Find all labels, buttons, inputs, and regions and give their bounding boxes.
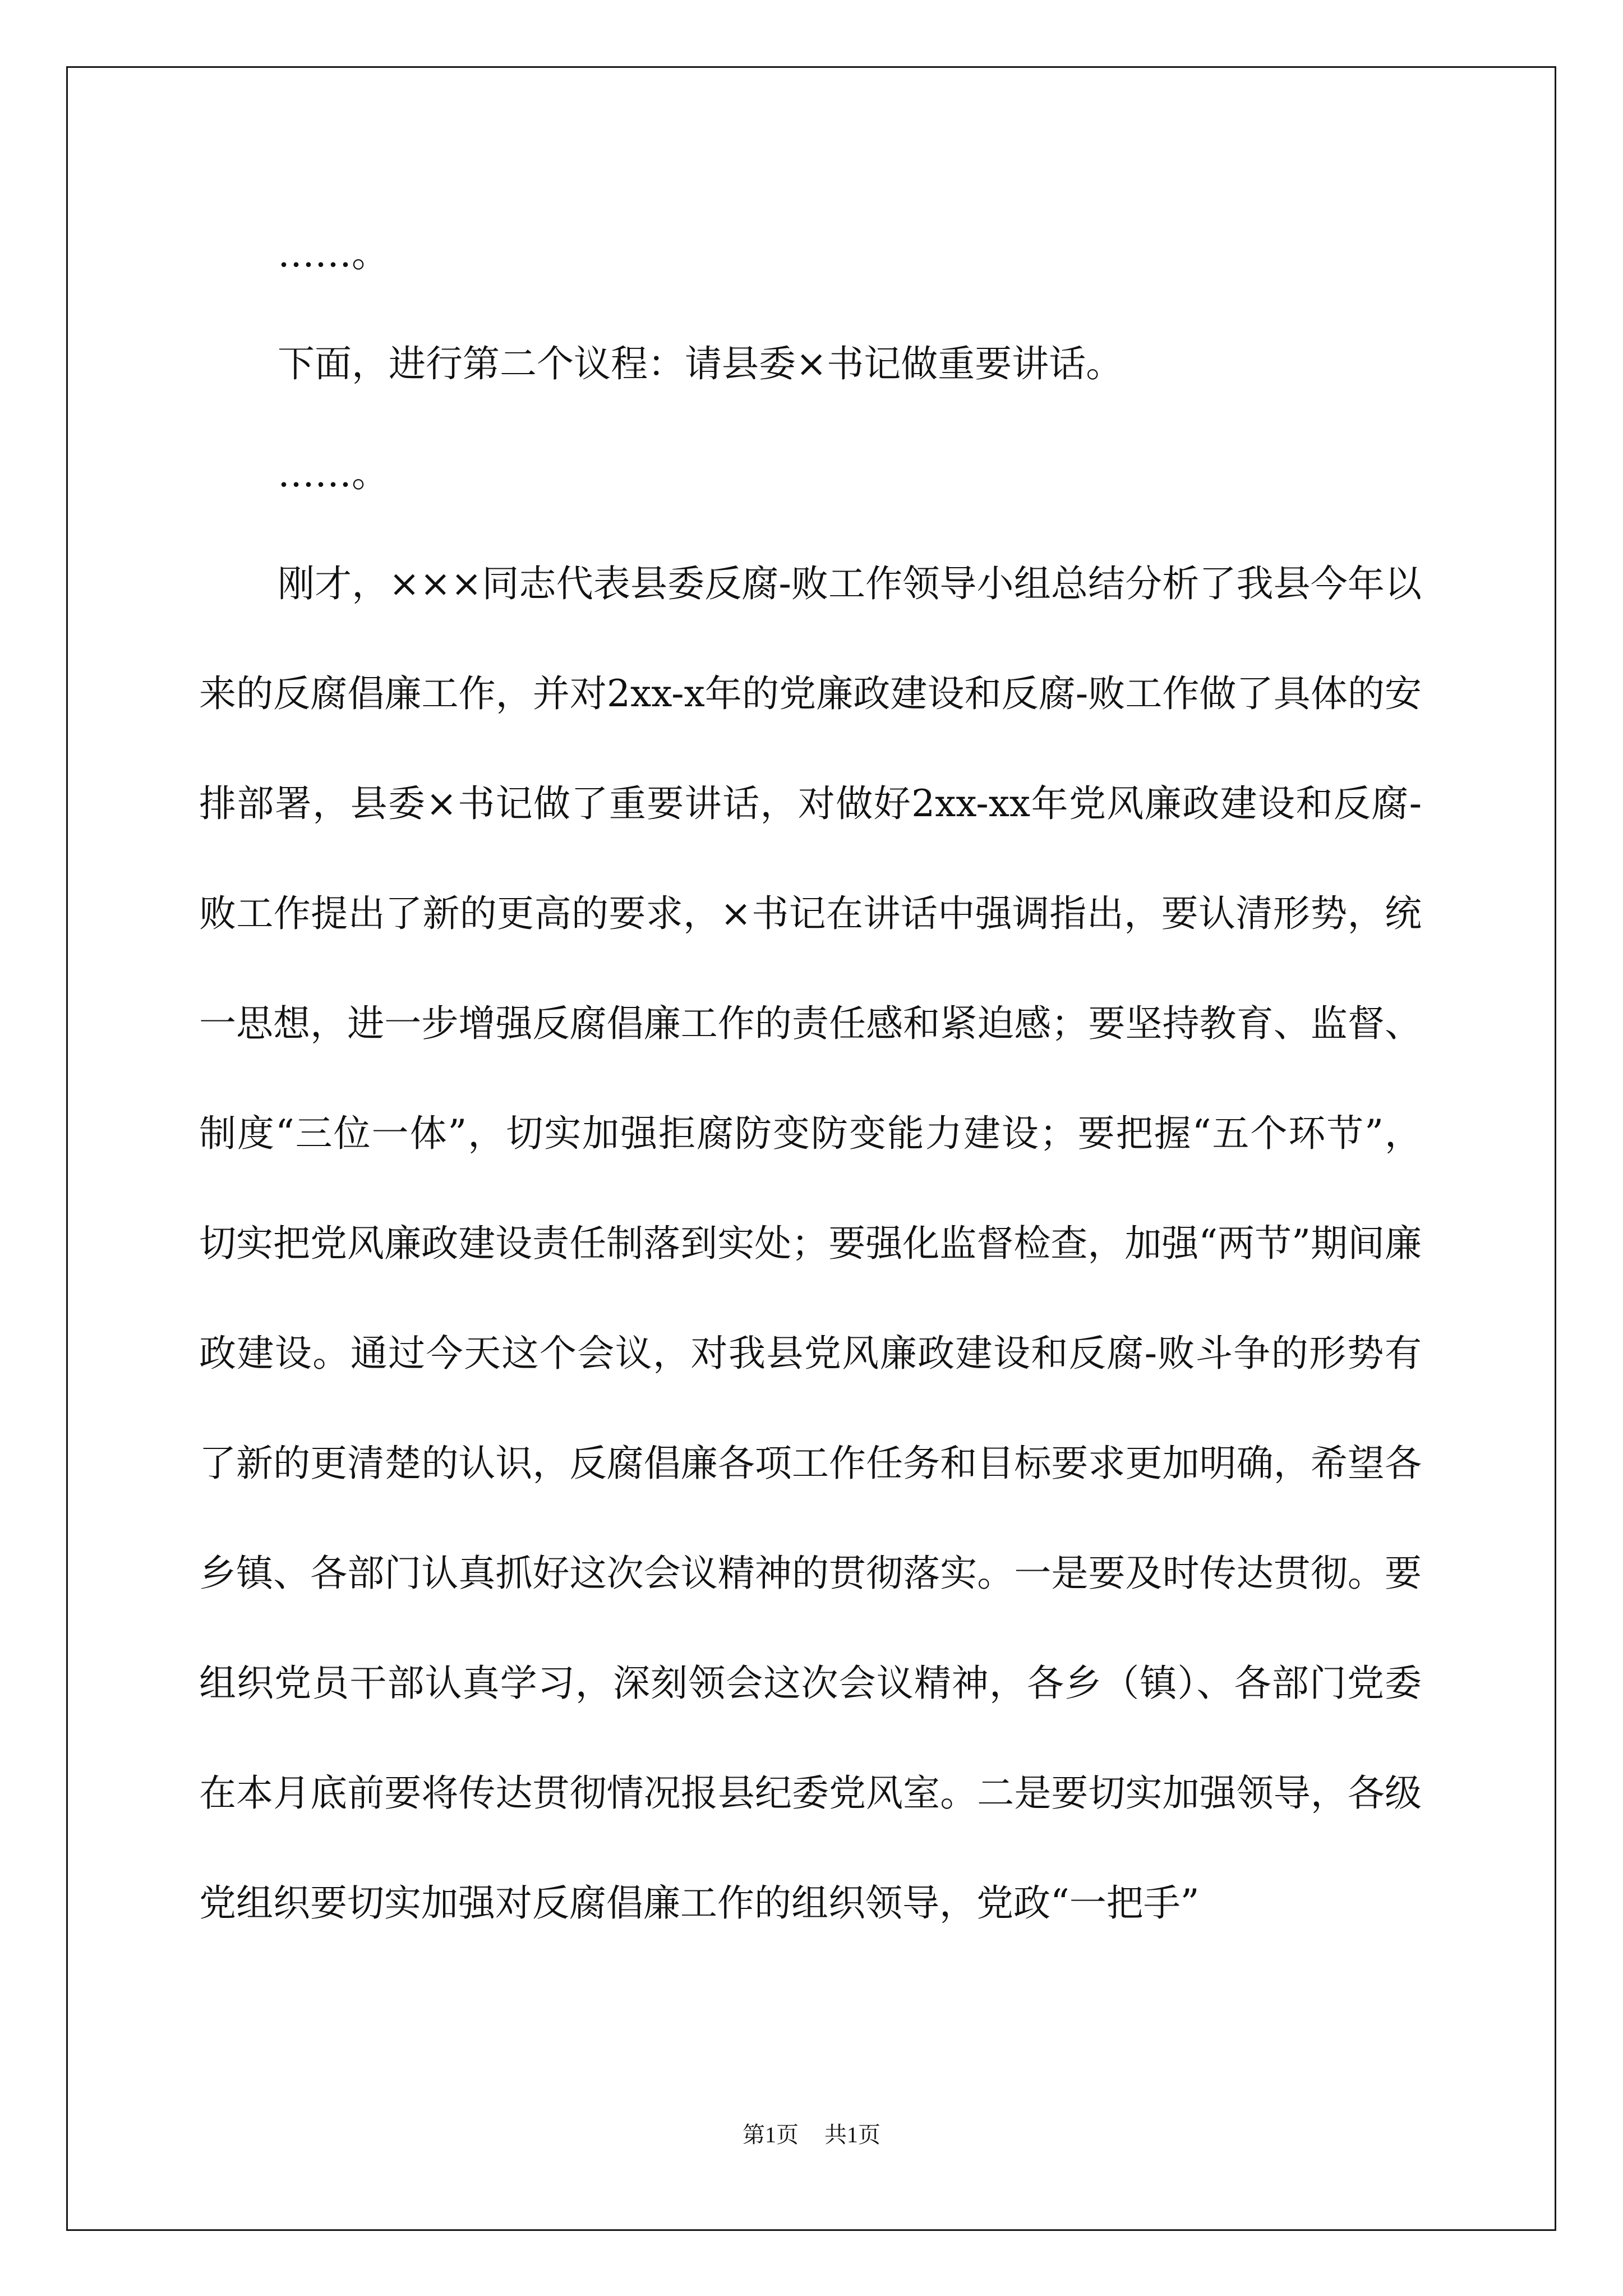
- paragraph-summary: 刚才，×××同志代表县委反腐-败工作领导小组总结分析了我县今年以来的反腐倡廉工作，并对2xx-x年的党廉政建设和反腐-败工作做了具体的安排部署，县委×书记做了重要讲话，对做好2xx-xx年党风廉政建设和反腐-败工作提出了新的更高的要求，×书记在讲话中强调指出，要认清形势，统一思想，进一步增强反腐倡廉工作的责任感和紧迫感；要坚持教育、监督、制度“三位一体”，切实加强拒腐防变防变能力建设；要把握“五个环节”，切实把党风廉政建设责任制落到实处；要强化监督检查，加强“两节”期间廉政建设。通过今天这个会议，对我县党风廉政建设和反腐-败斗争的形势有了新的更清楚的认识，反腐倡廉各项工作任务和目标要求更加明确，希望各乡镇、各部门认真抓好这次会议精神的贯彻落实。一是要及时传达贯彻。要组织党员干部认真学习，深刻领会这次会议精神，各乡（镇）、各部门党委在本月底前要将传达贯彻情况报县纪委党风室。二是要切实加强领导，各级党组织要切实加强对反腐倡廉工作的组织领导，党政“一把手”: [199, 562, 1422, 1925]
- paragraph-agenda-item-2: 下面，进行第二个议程：请县委×书记做重要讲话。: [278, 342, 1123, 385]
- document-body: [199, 199, 1422, 1958]
- paragraph-ellipsis-2: ……。: [278, 452, 389, 495]
- page-number: 第1页: [743, 2122, 799, 2147]
- paragraph-ellipsis-1: ……。: [278, 232, 389, 275]
- page-footer: [0, 2119, 1623, 2151]
- page-total: 共1页: [824, 2122, 880, 2147]
